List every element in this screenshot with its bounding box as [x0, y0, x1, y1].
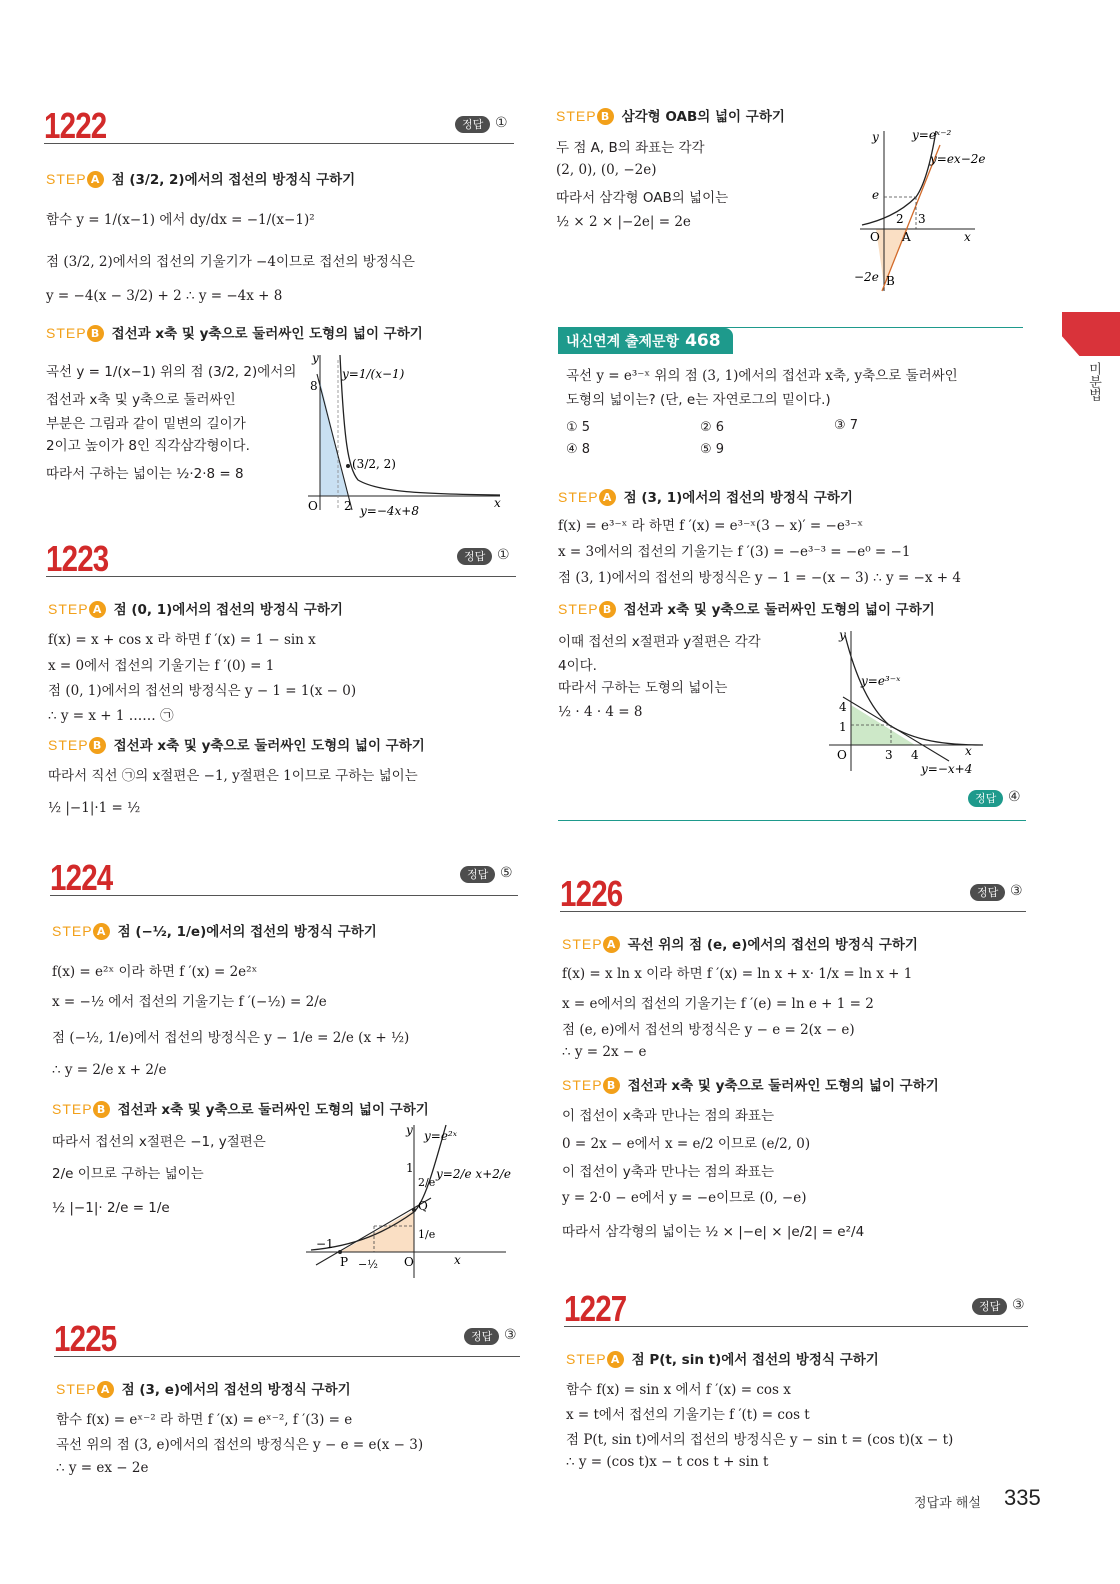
origin-label: O	[308, 499, 318, 513]
line: 점 (3, 1)에서의 접선의 방정식은 y − 1 = −(x − 3) ∴ y = −x + 4	[558, 570, 961, 586]
line: x = e에서의 접선의 기울기는 f ′(e) = ln e + 1 = 2	[562, 996, 874, 1012]
origin-label: O	[837, 748, 847, 762]
answer-badge: 정답	[970, 884, 1005, 901]
text-line: 따라서 구하는 넓이는 ½·2·8 = 8	[46, 466, 244, 482]
line: 함수 y = 1/(x−1) 에서 dy/dx = −1/(x−1)²	[46, 212, 315, 228]
answer-value: ③	[504, 1327, 517, 1343]
curve	[862, 131, 936, 225]
text-line: 2/e 이므로 구하는 넓이는	[52, 1166, 204, 1182]
one-label: 1	[406, 1161, 414, 1175]
tangent-label: y=−4x+8	[360, 504, 419, 518]
question-line: 곡선 y = e³⁻ˣ 위의 점 (3, 1)에서의 접선과 x축, y축으로 둘러싸인	[566, 368, 958, 384]
origin-label: O	[870, 230, 880, 244]
answer-badge: 정답	[972, 1298, 1007, 1315]
line: x = −½ 에서 접선의 기울기는 f ′(−½) = 2/e	[52, 994, 327, 1010]
line: 이 접선이 y축과 만나는 점의 좌표는	[562, 1164, 775, 1180]
y-tick: 8	[310, 379, 318, 393]
graph-1222	[300, 350, 510, 520]
divider	[560, 911, 1026, 912]
neg2e-label: −2e	[854, 270, 879, 284]
e-label: e	[872, 188, 880, 202]
x-four: 4	[911, 748, 919, 762]
line: x = t에서 접선의 기울기는 f ′(t) = cos t	[566, 1407, 810, 1423]
line: 이 접선이 x축과 만나는 점의 좌표는	[562, 1108, 775, 1124]
graph-1224	[296, 1120, 516, 1285]
y-four: 4	[839, 700, 847, 714]
step-a-heading: STEP A 점 P(t, sin t)에서 접선의 방정식 구하기	[566, 1351, 879, 1368]
text-line: ½ × 2 × |−2e| = 2e	[556, 214, 691, 230]
line: f(x) = e²ˣ 이라 하면 f ′(x) = 2e²ˣ	[52, 964, 258, 980]
question-line: 도형의 넓이는? (단, e는 자연로그의 밑이다.)	[566, 392, 831, 408]
answer-badge: 정답	[968, 790, 1003, 807]
graph-468	[825, 625, 1010, 780]
option-5[interactable]: ⑤ 9	[700, 442, 725, 457]
neg-half-label: −½	[358, 1258, 378, 1271]
answer-value: ①	[497, 547, 510, 563]
line: ∴ y = (cos t)x − t cos t + sin t	[566, 1454, 769, 1470]
divider	[50, 895, 518, 896]
answer-value: ④	[1008, 789, 1021, 805]
line: 점 (−½, 1/e)에서 접선의 방정식은 y − 1/e = 2/e (x + ½)	[52, 1030, 410, 1046]
point-q	[412, 1208, 416, 1212]
text-line: 4이다.	[558, 658, 597, 674]
y-label: y	[406, 1123, 413, 1137]
line: ∴ y = ex − 2e	[56, 1460, 149, 1476]
three-label: 3	[918, 212, 926, 226]
text-line: 이때 접선의 x절편과 y절편은 각각	[558, 634, 761, 650]
text-line: 부분은 그림과 같이 밑변의 길이가	[46, 416, 246, 432]
x-label: x	[494, 496, 501, 510]
tangent-label: y=ex−2e	[930, 152, 986, 166]
answer-badge: 정답	[464, 1328, 499, 1345]
problem-number-1227: 1227	[564, 1288, 627, 1329]
y-label: y	[312, 351, 319, 365]
text-line: ½ · 4 · 4 = 8	[558, 704, 643, 720]
one-over-e-label: 1/e	[418, 1228, 436, 1241]
line: 점 (0, 1)에서의 접선의 방정식은 y − 1 = 1(x − 0)	[48, 683, 357, 699]
problem-number-1223: 1223	[46, 538, 109, 579]
graph-1225	[850, 125, 1010, 295]
x-three: 3	[885, 748, 893, 762]
two-label: 2	[896, 212, 904, 226]
text-line: 곡선 y = 1/(x−1) 위의 점 (3/2, 2)에서의	[46, 364, 297, 380]
line: 점 (3/2, 2)에서의 접선의 기울기가 −4이므로 접선의 방정식은	[46, 254, 415, 270]
chapter-tab[interactable]	[1062, 312, 1120, 356]
option-4[interactable]: ④ 8	[566, 442, 591, 457]
origin-label: O	[404, 1255, 414, 1269]
divider	[54, 1356, 520, 1357]
x-label: x	[965, 744, 972, 758]
shaded-triangle	[340, 1210, 414, 1252]
text-line: (2, 0), (0, −2e)	[556, 162, 657, 178]
line: f(x) = e³⁻ˣ 라 하면 f ′(x) = e³⁻ˣ(3 − x)′ = −e³⁻ˣ	[558, 518, 864, 534]
line: ∴ y = 2x − e	[562, 1044, 647, 1060]
y-one: 1	[839, 720, 847, 734]
line: 곡선 위의 점 (3, e)에서의 접선의 방정식은 y − e = e(x − 3)	[56, 1437, 424, 1453]
curve-label: y=e²ˣ	[424, 1129, 458, 1143]
line: ∴ y = x + 1 …… ㉠	[48, 708, 174, 724]
text-line: 접선과 x축 및 y축으로 둘러싸인	[46, 392, 236, 408]
line: 따라서 직선 ㉠의 x절편은 −1, y절편은 1이므로 구하는 넓이는	[48, 768, 418, 784]
option-1[interactable]: ① 5	[566, 420, 591, 435]
chapter-vertical-label: 미분법	[1086, 362, 1101, 401]
tangent-point	[346, 464, 350, 468]
line: 함수 f(x) = eˣ⁻² 라 하면 f ′(x) = eˣ⁻², f ′(3) = e	[56, 1412, 353, 1428]
line: y = 2·0 − e에서 y = −e이므로 (0, −e)	[562, 1190, 807, 1206]
answer-badge: 정답	[460, 866, 495, 883]
line: f(x) = x ln x 이라 하면 f ′(x) = ln x + x· 1/x = ln x + 1	[562, 966, 913, 982]
step-a-heading: STEP A 곡선 위의 점 (e, e)에서의 접선의 방정식 구하기	[562, 936, 918, 953]
answer-value: ⑤	[500, 865, 513, 881]
line: x = 3에서의 접선의 기울기는 f ′(3) = −e³⁻³ = −e⁰ = −1	[558, 544, 911, 560]
line: ∴ y = 2/e x + 2/e	[52, 1062, 167, 1078]
box-bottom-rule	[558, 820, 1026, 821]
problem-number-1222: 1222	[44, 105, 107, 146]
tangent-label: y=−x+4	[921, 762, 973, 776]
answer-value: ①	[495, 115, 508, 131]
tangent-line	[882, 145, 940, 291]
step-b-heading: STEP B 접선과 x축 및 y축으로 둘러싸인 도형의 넓이 구하기	[562, 1077, 939, 1094]
tangent-label: y=2/e x+2/e	[436, 1167, 512, 1181]
text-line: 따라서 구하는 도형의 넓이는	[558, 680, 728, 696]
q-label: Q	[418, 1199, 428, 1213]
option-2[interactable]: ② 6	[700, 420, 725, 435]
answer-badge: 정답	[457, 548, 492, 565]
two-over-e-label: 2/e	[418, 1176, 436, 1189]
x-label: x	[454, 1253, 461, 1267]
y-label: y	[872, 130, 879, 144]
step-b-heading: STEP B 삼각형 OAB의 넓이 구하기	[556, 108, 785, 125]
step-a-heading: STEP A 점 (3, 1)에서의 접선의 방정식 구하기	[558, 489, 853, 506]
y-label: y	[839, 628, 846, 642]
line: 따라서 삼각형의 넓이는 ½ × |−e| × |e/2| = e²/4	[562, 1224, 865, 1240]
problem-number-1224: 1224	[50, 857, 113, 898]
answer-value: ③	[1012, 1297, 1025, 1313]
step-a-heading: STEP A 점 (−½, 1/e)에서의 접선의 방정식 구하기	[52, 923, 377, 940]
step-a-heading: STEP A 점 (3/2, 2)에서의 접선의 방정식 구하기	[46, 171, 356, 188]
point-label: (3/2, 2)	[352, 457, 396, 471]
text-line: 2이고 높이가 8인 직각삼각형이다.	[46, 438, 250, 454]
option-3[interactable]: ③ 7	[834, 418, 859, 433]
x-tick: 2	[344, 499, 352, 513]
curve-label: y=e³⁻ˣ	[861, 674, 901, 688]
line: ½ |−1|·1 = ½	[48, 800, 141, 816]
point-p	[338, 1250, 342, 1254]
text-line: 따라서 삼각형 OAB의 넓이는	[556, 190, 729, 206]
step-a-heading: STEP A 점 (0, 1)에서의 접선의 방정식 구하기	[48, 601, 343, 618]
text-line: 따라서 접선의 x절편은 −1, y절편은	[52, 1134, 266, 1150]
step-b-heading: STEP B 접선과 x축 및 y축으로 둘러싸인 도형의 넓이 구하기	[558, 601, 935, 618]
step-b-heading: STEP B 접선과 x축 및 y축으로 둘러싸인 도형의 넓이 구하기	[52, 1101, 429, 1118]
curve-label: y=1/(x−1)	[342, 367, 405, 381]
line: 함수 f(x) = sin x 에서 f ′(x) = cos x	[566, 1382, 791, 1398]
x-label: x	[964, 230, 971, 244]
step-b-heading: STEP B 접선과 x축 및 y축으로 둘러싸인 도형의 넓이 구하기	[48, 737, 425, 754]
step-a-heading: STEP A 점 (3, e)에서의 접선의 방정식 구하기	[56, 1381, 351, 1398]
divider	[44, 143, 514, 144]
line: x = 0에서 접선의 기울기는 f ′(0) = 1	[48, 658, 275, 674]
text-line: ½ |−1|· 2/e = 1/e	[52, 1200, 170, 1216]
divider	[564, 1326, 1028, 1327]
problem-number-1225: 1225	[54, 1318, 117, 1359]
a-label: A	[902, 230, 911, 244]
problem-number-1226: 1226	[560, 873, 623, 914]
p-label: P	[340, 1255, 349, 1269]
line: 점 P(t, sin t)에서의 접선의 방정식은 y − sin t = (cos t)(x − t)	[566, 1432, 954, 1448]
line: f(x) = x + cos x 라 하면 f ′(x) = 1 − sin x	[48, 632, 316, 648]
page-number: 335	[1004, 1485, 1041, 1510]
answer-value: ③	[1010, 883, 1023, 899]
answer-badge: 정답	[455, 116, 490, 133]
b-label: B	[886, 274, 895, 288]
text-line: 두 점 A, B의 좌표는 각각	[556, 140, 705, 156]
naesin-tag: 내신연계 출제문항 468	[558, 328, 733, 354]
divider	[46, 576, 516, 577]
curve-label: y=eˣ⁻²	[912, 128, 952, 142]
line: 0 = 2x − e에서 x = e/2 이므로 (e/2, 0)	[562, 1136, 811, 1152]
line: y = −4(x − 3/2) + 2 ∴ y = −4x + 8	[46, 288, 283, 304]
line: 점 (e, e)에서 접선의 방정식은 y − e = 2(x − e)	[562, 1022, 855, 1038]
neg-one-label: −1	[316, 1237, 334, 1251]
footer-label: 정답과 해설	[914, 1496, 981, 1511]
step-b-heading: STEP B 접선과 x축 및 y축으로 둘러싸인 도형의 넓이 구하기	[46, 325, 423, 342]
